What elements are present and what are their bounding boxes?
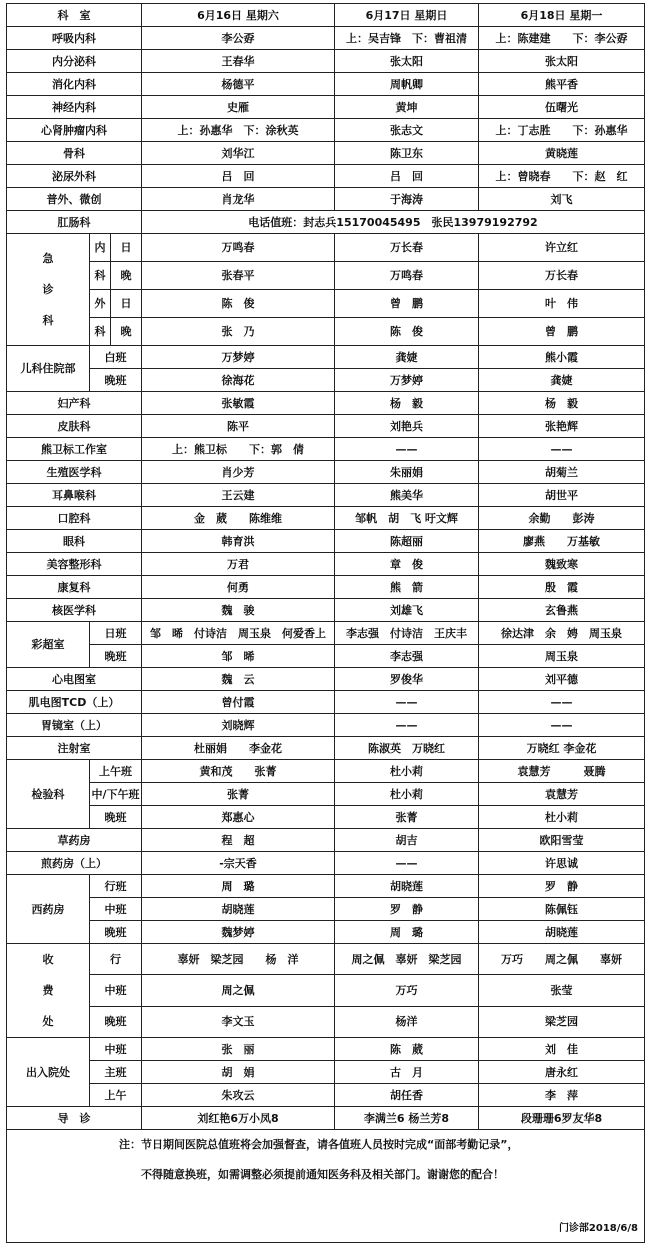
shift-name: 中班 bbox=[90, 898, 142, 921]
signoff-date: 门诊部2018/6/8 bbox=[558, 1223, 638, 1234]
shift-name: 中班 bbox=[90, 1038, 142, 1061]
table-row bbox=[7, 760, 645, 783]
duty-day2: 胡晓莲 bbox=[335, 875, 479, 898]
duty-day1: 朱攻云 bbox=[142, 1084, 335, 1107]
table-row bbox=[7, 290, 645, 318]
dept-name: 煎药房（上） bbox=[7, 852, 142, 875]
duty-day1: 郑惠心 bbox=[142, 806, 335, 829]
emergency-sub-shift-inner bbox=[90, 318, 141, 345]
table-row bbox=[7, 1038, 645, 1061]
shift-name: 晚 bbox=[120, 269, 132, 282]
duty-day2: 胡吉 bbox=[335, 829, 479, 852]
duty-day1: 杜丽娟 李金花 bbox=[142, 737, 335, 760]
dept-name: 生殖医学科 bbox=[7, 461, 142, 484]
table-row bbox=[7, 27, 645, 50]
header-day2: 6月17日 星期日 bbox=[335, 4, 479, 27]
duty-day3: 熊平香 bbox=[479, 73, 645, 96]
duty-day3: 李 萍 bbox=[479, 1084, 645, 1107]
duty-day2: 陈超丽 bbox=[335, 530, 479, 553]
shift-name: 晚 bbox=[120, 325, 132, 338]
shift-name: 日班 bbox=[90, 622, 142, 645]
emergency-label-char: 科 bbox=[42, 314, 54, 327]
table-row bbox=[7, 234, 645, 262]
fees-label-char: 收 bbox=[42, 953, 54, 966]
duty-day1: 肖龙华 bbox=[142, 188, 335, 211]
shift-name: 晚班 bbox=[90, 1006, 142, 1037]
table-row bbox=[7, 530, 645, 553]
dept-name: 康复科 bbox=[7, 576, 142, 599]
duty-day2: 黄坤 bbox=[335, 96, 479, 119]
duty-day3: 段珊珊6罗友华8 bbox=[479, 1107, 645, 1130]
duty-day2: 万长春 bbox=[335, 234, 479, 262]
duty-day2: 陈 葳 bbox=[335, 1038, 479, 1061]
duty-day3: 万长春 bbox=[479, 262, 645, 290]
dept-name: 皮肤科 bbox=[7, 415, 142, 438]
dept-name: 胃镜室（上） bbox=[7, 714, 142, 737]
duty-day3: —— bbox=[479, 438, 645, 461]
duty-day1: 刘红艳6万小凤8 bbox=[142, 1107, 335, 1130]
duty-day2: —— bbox=[335, 691, 479, 714]
duty-day1: 魏梦婷 bbox=[142, 921, 335, 944]
table-row bbox=[7, 737, 645, 760]
duty-day1: 胡 娟 bbox=[142, 1061, 335, 1084]
duty-day2: 万梦婷 bbox=[335, 369, 479, 392]
duty-day2: 熊美华 bbox=[335, 484, 479, 507]
dept-name: 泌尿外科 bbox=[7, 165, 142, 188]
duty-day1: 胡晓莲 bbox=[142, 898, 335, 921]
emergency-sub-label: 科 bbox=[90, 262, 111, 289]
table-row bbox=[7, 369, 645, 392]
duty-day2: 陈 俊 bbox=[335, 318, 479, 346]
duty-day1: 张 乃 bbox=[142, 318, 335, 346]
duty-day1: 李文玉 bbox=[142, 1006, 335, 1037]
duty-day2: —— bbox=[335, 714, 479, 737]
duty-day1: 周之佩 bbox=[142, 975, 335, 1006]
duty-day3: 万晓红 李金花 bbox=[479, 737, 645, 760]
duty-day3: 刘飞 bbox=[479, 188, 645, 211]
duty-day1: 辜妍 梁芝园 杨 洋 bbox=[142, 944, 335, 975]
duty-day2: 于海涛 bbox=[335, 188, 479, 211]
duty-day1: 陈 俊 bbox=[142, 290, 335, 318]
dept-name: 口腔科 bbox=[7, 507, 142, 530]
table-row bbox=[7, 714, 645, 737]
table-row bbox=[7, 898, 645, 921]
duty-day3: 袁慧芳 bbox=[479, 783, 645, 806]
duty-day3: 熊小霞 bbox=[479, 346, 645, 369]
group-dept: 出入院处 bbox=[7, 1038, 90, 1107]
emergency-sub-shift-inner bbox=[90, 262, 141, 289]
emergency-sub-shift-inner bbox=[90, 290, 141, 317]
duty-day1: 周 璐 bbox=[142, 875, 335, 898]
duty-day3: —— bbox=[479, 691, 645, 714]
dept-name: 心电图室 bbox=[7, 668, 142, 691]
shift-name: 日 bbox=[120, 241, 132, 254]
duty-day1: 王云建 bbox=[142, 484, 335, 507]
shift-name: 晚班 bbox=[90, 369, 142, 392]
dept-name: 草药房 bbox=[7, 829, 142, 852]
dept-name: 内分泌科 bbox=[7, 50, 142, 73]
duty-day3: 张莹 bbox=[479, 975, 645, 1006]
duty-day1: 刘晓辉 bbox=[142, 714, 335, 737]
duty-day1: 程 超 bbox=[142, 829, 335, 852]
emergency-sub-label: 科 bbox=[90, 318, 111, 345]
duty-day1: 邹 晞 bbox=[142, 645, 335, 668]
duty-day2: 章 俊 bbox=[335, 553, 479, 576]
duty-day3: 廖燕 万基敏 bbox=[479, 530, 645, 553]
duty-day2: 罗俊华 bbox=[335, 668, 479, 691]
shift-name: 上午班 bbox=[90, 760, 142, 783]
table-row bbox=[7, 50, 645, 73]
table-row bbox=[7, 262, 645, 290]
duty-day1: 张 丽 bbox=[142, 1038, 335, 1061]
table-row bbox=[7, 142, 645, 165]
duty-day1: 何勇 bbox=[142, 576, 335, 599]
duty-day1: 张菁 bbox=[142, 783, 335, 806]
duty-day2: 刘雄飞 bbox=[335, 599, 479, 622]
table-row bbox=[7, 829, 645, 852]
duty-day2: 古 月 bbox=[335, 1061, 479, 1084]
duty-day2: 龚婕 bbox=[335, 346, 479, 369]
duty-day2: 周 璐 bbox=[335, 921, 479, 944]
dept-name: 导 诊 bbox=[7, 1107, 142, 1130]
notes-box bbox=[7, 1130, 645, 1243]
dept-name: 神经内科 bbox=[7, 96, 142, 119]
duty-day3: 万巧 周之佩 辜妍 bbox=[479, 944, 645, 975]
table-row bbox=[7, 783, 645, 806]
duty-day2: 杜小莉 bbox=[335, 783, 479, 806]
shift-name: 行班 bbox=[90, 875, 142, 898]
shift-name: 行 bbox=[90, 944, 142, 975]
table-row bbox=[7, 96, 645, 119]
table-row bbox=[7, 73, 645, 96]
duty-day1: 肖少芳 bbox=[142, 461, 335, 484]
duty-day1: 上：熊卫标 下：郭 倩 bbox=[142, 438, 335, 461]
duty-day2: 朱丽娟 bbox=[335, 461, 479, 484]
group-dept: 儿科住院部 bbox=[7, 346, 90, 392]
duty-day2: 上：吴吉锋 下：曹祖清 bbox=[335, 27, 479, 50]
duty-day3: 叶 伟 bbox=[479, 290, 645, 318]
dept-name: 核医学科 bbox=[7, 599, 142, 622]
note-line-1: 注：节日期间医院总值班将会加强督查，请各值班人员按时完成“面部考勤记录”， bbox=[119, 1138, 519, 1151]
table-row bbox=[7, 975, 645, 1006]
fees-label-char: 费 bbox=[42, 984, 54, 997]
duty-day3: 上：陈建建 下：李公孬 bbox=[479, 27, 645, 50]
duty-roster-table bbox=[6, 3, 645, 1243]
table-row bbox=[7, 392, 645, 415]
duty-day1: 张敏霞 bbox=[142, 392, 335, 415]
table-row bbox=[7, 346, 645, 369]
emergency-label-char: 急 bbox=[42, 252, 54, 265]
duty-day3: 张太阳 bbox=[479, 50, 645, 73]
emergency-sub-shift bbox=[90, 262, 142, 290]
duty-day1: 上：孙惠华 下：涂秋英 bbox=[142, 119, 335, 142]
duty-day1: 史雁 bbox=[142, 96, 335, 119]
header-dept: 科 室 bbox=[7, 4, 142, 27]
table-row bbox=[7, 318, 645, 346]
dept-name: 呼吸内科 bbox=[7, 27, 142, 50]
duty-day2: 罗 静 bbox=[335, 898, 479, 921]
duty-day2: 李满兰6 杨兰芳8 bbox=[335, 1107, 479, 1130]
duty-day3: 张艳辉 bbox=[479, 415, 645, 438]
table-row bbox=[7, 875, 645, 898]
dept-name: 肌电图TCD（上） bbox=[7, 691, 142, 714]
duty-day3: 杨 毅 bbox=[479, 392, 645, 415]
emergency-sub-shift bbox=[90, 290, 142, 318]
duty-day1: 万梦婷 bbox=[142, 346, 335, 369]
shift-name: 主班 bbox=[90, 1061, 142, 1084]
duty-day2: 胡任香 bbox=[335, 1084, 479, 1107]
duty-day3: 曾 鹏 bbox=[479, 318, 645, 346]
table-row bbox=[7, 599, 645, 622]
emergency-sub-shift bbox=[90, 234, 142, 262]
emergency-sub-label: 外 bbox=[90, 290, 111, 317]
shift-name: 上午 bbox=[90, 1084, 142, 1107]
duty-day3: 杜小莉 bbox=[479, 806, 645, 829]
duty-day3: 胡菊兰 bbox=[479, 461, 645, 484]
table-row bbox=[7, 461, 645, 484]
duty-day2: 周帆卿 bbox=[335, 73, 479, 96]
duty-day3: 胡晓莲 bbox=[479, 921, 645, 944]
duty-day2: 李志强 bbox=[335, 645, 479, 668]
table-row bbox=[7, 668, 645, 691]
duty-day2: 熊 箭 bbox=[335, 576, 479, 599]
table-row bbox=[7, 119, 645, 142]
shift-name: 晚班 bbox=[90, 645, 142, 668]
table-row bbox=[7, 576, 645, 599]
duty-day3: 罗 静 bbox=[479, 875, 645, 898]
duty-day1: 万鸣春 bbox=[142, 234, 335, 262]
table-row bbox=[7, 211, 645, 234]
duty-day3: 魏致寒 bbox=[479, 553, 645, 576]
table-row bbox=[7, 1006, 645, 1037]
duty-day2: 万巧 bbox=[335, 975, 479, 1006]
group-dept: 西药房 bbox=[7, 875, 90, 944]
duty-day2: 万鸣春 bbox=[335, 262, 479, 290]
duty-day3: 欧阳雪莹 bbox=[479, 829, 645, 852]
emergency-sub-label: 内 bbox=[90, 234, 111, 261]
emergency-label bbox=[7, 234, 90, 346]
duty-day3: 袁慧芳 聂腾 bbox=[479, 760, 645, 783]
dept-name: 眼科 bbox=[7, 530, 142, 553]
shift-name: 白班 bbox=[90, 346, 142, 369]
dept-name: 美容整形科 bbox=[7, 553, 142, 576]
table-row bbox=[7, 415, 645, 438]
duty-day2: 周之佩 辜妍 梁芝园 bbox=[335, 944, 479, 975]
duty-day1: 张春平 bbox=[142, 262, 335, 290]
duty-day3: 周玉泉 bbox=[479, 645, 645, 668]
group-dept: 彩超室 bbox=[7, 622, 90, 668]
duty-day1: 刘华江 bbox=[142, 142, 335, 165]
duty-day3: 陈佩钰 bbox=[479, 898, 645, 921]
table-row bbox=[7, 852, 645, 875]
dept-name: 妇产科 bbox=[7, 392, 142, 415]
table-row bbox=[7, 806, 645, 829]
dept-name: 肛肠科 bbox=[7, 211, 142, 234]
duty-day3: 徐达津 余 娉 周玉泉 bbox=[479, 622, 645, 645]
phone-duty-note: 电话值班：封志兵15170045495 张民13979192792 bbox=[142, 211, 645, 234]
table-row bbox=[7, 1107, 645, 1130]
table-row bbox=[7, 553, 645, 576]
duty-day3: 上：丁志胜 下：孙惠华 bbox=[479, 119, 645, 142]
duty-day3: 许立红 bbox=[479, 234, 645, 262]
duty-day2: 杜小莉 bbox=[335, 760, 479, 783]
table-row bbox=[7, 1061, 645, 1084]
duty-day3: 黄晓莲 bbox=[479, 142, 645, 165]
duty-day2: 刘艳兵 bbox=[335, 415, 479, 438]
duty-day3: 殷 霞 bbox=[479, 576, 645, 599]
duty-day3: 唐永红 bbox=[479, 1061, 645, 1084]
table-row bbox=[7, 622, 645, 645]
duty-day2: 张菁 bbox=[335, 806, 479, 829]
table-row bbox=[7, 438, 645, 461]
duty-day1: 杨德平 bbox=[142, 73, 335, 96]
header-day1: 6月16日 星期六 bbox=[142, 4, 335, 27]
duty-day2: 张太阳 bbox=[335, 50, 479, 73]
emergency-sub-shift bbox=[90, 318, 142, 346]
duty-day3: 胡世平 bbox=[479, 484, 645, 507]
table-row bbox=[7, 944, 645, 975]
duty-day2: 李志强 付诗洁 王庆丰 bbox=[335, 622, 479, 645]
duty-day3: 玄鲁燕 bbox=[479, 599, 645, 622]
duty-day1: 黄和茂 张菁 bbox=[142, 760, 335, 783]
duty-day2: 陈淑英 万晓红 bbox=[335, 737, 479, 760]
duty-day2: 陈卫东 bbox=[335, 142, 479, 165]
duty-day1: 韩育洪 bbox=[142, 530, 335, 553]
duty-day3: —— bbox=[479, 714, 645, 737]
duty-day1: 曾付霞 bbox=[142, 691, 335, 714]
table-row bbox=[7, 1130, 645, 1243]
duty-roster-sheet bbox=[6, 3, 644, 1243]
table-row bbox=[7, 188, 645, 211]
shift-name: 中/下午班 bbox=[90, 783, 142, 806]
dept-name: 普外、微创 bbox=[7, 188, 142, 211]
duty-day2: 邹帆 胡 飞 吁文辉 bbox=[335, 507, 479, 530]
shift-name: 晚班 bbox=[90, 806, 142, 829]
duty-day1: 王春华 bbox=[142, 50, 335, 73]
duty-day1: 陈平 bbox=[142, 415, 335, 438]
duty-day3: 伍曙光 bbox=[479, 96, 645, 119]
table-row bbox=[7, 1084, 645, 1107]
duty-day3: 梁芝园 bbox=[479, 1006, 645, 1037]
duty-day3: 刘平德 bbox=[479, 668, 645, 691]
fees-label-char: 处 bbox=[42, 1015, 54, 1028]
table-row bbox=[7, 4, 645, 27]
duty-day1: -宗天香 bbox=[142, 852, 335, 875]
table-row bbox=[7, 691, 645, 714]
dept-name: 骨科 bbox=[7, 142, 142, 165]
duty-day1: 徐海花 bbox=[142, 369, 335, 392]
duty-day2: —— bbox=[335, 852, 479, 875]
dept-name: 熊卫标工作室 bbox=[7, 438, 142, 461]
table-row bbox=[7, 484, 645, 507]
table-row bbox=[7, 507, 645, 530]
duty-day2: 吕 回 bbox=[335, 165, 479, 188]
duty-day2: 曾 鹏 bbox=[335, 290, 479, 318]
group-dept: 检验科 bbox=[7, 760, 90, 829]
duty-day1: 金 葳 陈维维 bbox=[142, 507, 335, 530]
header-day3: 6月18日 星期一 bbox=[479, 4, 645, 27]
dept-name: 心肾肿瘤内科 bbox=[7, 119, 142, 142]
duty-day1: 吕 回 bbox=[142, 165, 335, 188]
shift-name: 晚班 bbox=[90, 921, 142, 944]
table-row bbox=[7, 645, 645, 668]
duty-day1: 魏 云 bbox=[142, 668, 335, 691]
duty-day2: 杨 毅 bbox=[335, 392, 479, 415]
emergency-sub-shift-inner bbox=[90, 234, 141, 261]
table-row bbox=[7, 165, 645, 188]
note-line-2: 不得随意换班，如需调整必须提前通知医务科及相关部门。谢谢您的配合！ bbox=[141, 1168, 504, 1181]
duty-day1: 魏 骏 bbox=[142, 599, 335, 622]
dept-name: 消化内科 bbox=[7, 73, 142, 96]
duty-day3: 余勤 彭涛 bbox=[479, 507, 645, 530]
dept-name: 耳鼻喉科 bbox=[7, 484, 142, 507]
duty-day3: 许思诚 bbox=[479, 852, 645, 875]
duty-day3: 龚婕 bbox=[479, 369, 645, 392]
duty-day3: 上：曾晓春 下：赵 红 bbox=[479, 165, 645, 188]
fees-label bbox=[7, 944, 90, 1038]
shift-name: 中班 bbox=[90, 975, 142, 1006]
duty-day1: 万君 bbox=[142, 553, 335, 576]
duty-day3: 刘 佳 bbox=[479, 1038, 645, 1061]
duty-day1: 李公孬 bbox=[142, 27, 335, 50]
duty-day2: —— bbox=[335, 438, 479, 461]
shift-name: 日 bbox=[120, 297, 132, 310]
dept-name: 注射室 bbox=[7, 737, 142, 760]
table-row bbox=[7, 921, 645, 944]
duty-day1: 邹 晞 付诗洁 周玉泉 何爱香上 bbox=[142, 622, 335, 645]
emergency-label-char: 诊 bbox=[42, 283, 54, 296]
duty-day2: 张志文 bbox=[335, 119, 479, 142]
duty-day2: 杨洋 bbox=[335, 1006, 479, 1037]
